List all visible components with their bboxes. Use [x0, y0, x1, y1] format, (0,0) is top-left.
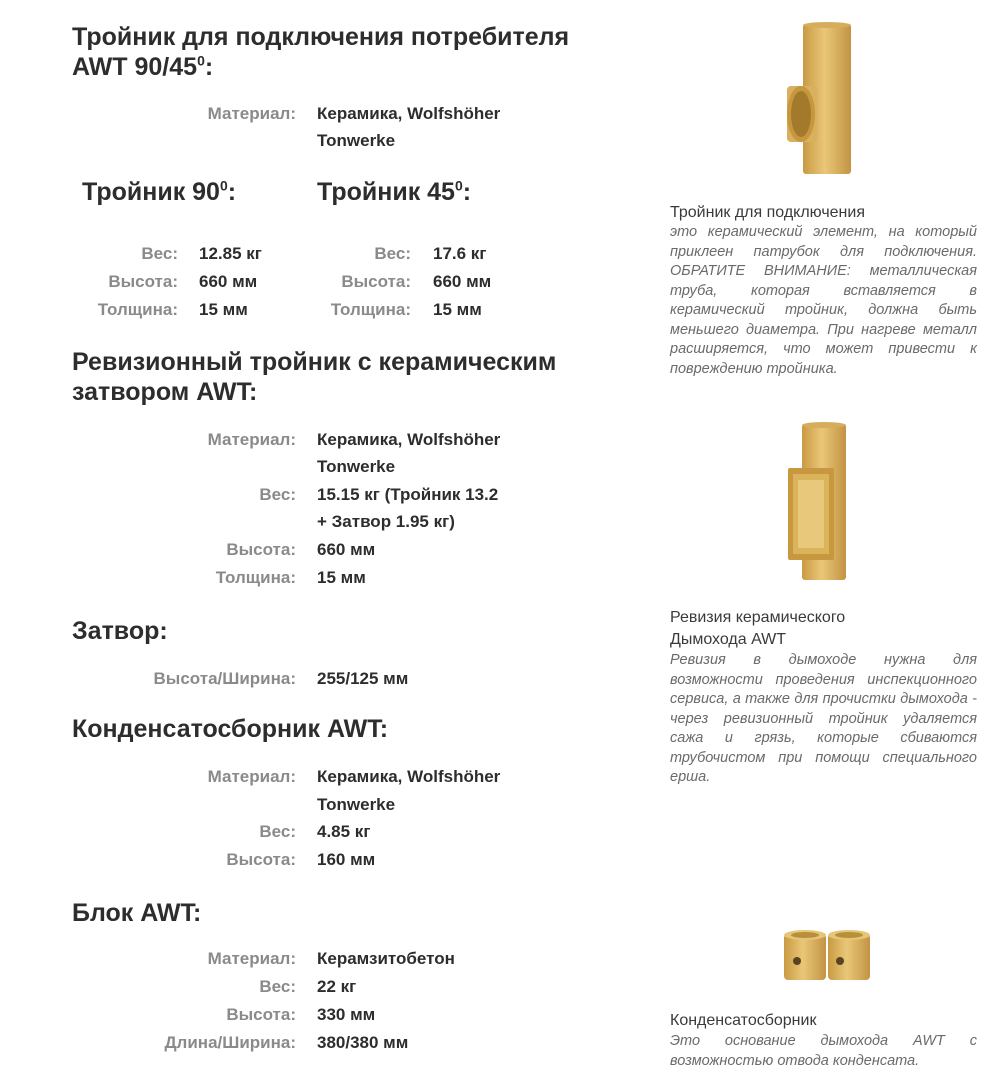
- revision-weight-line2: + Затвор 1.95 кг): [317, 512, 455, 531]
- block-size: 380/380 мм: [317, 1033, 409, 1052]
- tee90-thickness-label: Толщина:: [97, 300, 178, 319]
- tee45-title: Тройник $45^0$:: [317, 177, 472, 206]
- revision-thickness: 15 мм: [317, 568, 366, 587]
- revision-caption-title: [670, 607, 845, 651]
- revision-material-label: Материал:: [207, 430, 296, 449]
- revision-caption-text: Ревизия в дымоходе нужна для возможности проведения инспекционного сервиса, а также для прочистки дымохода - через ревизионный тройник удаляется сажа и грязь, которые сбиваются трубочистом при помощи специального ерша.: [670, 652, 977, 785]
- tee90-thickness: 15 мм: [199, 300, 248, 319]
- block-material: Керамзитобетон: [317, 949, 455, 968]
- revision-weight-line1: 15.15 кг (Тройник 13.2: [317, 485, 499, 504]
- gate-section-title: Затвор:: [72, 617, 168, 645]
- revision-section-title: [72, 347, 556, 407]
- tee45-weight-label: Вес:: [374, 244, 411, 263]
- condensate-caption-title: Конденсатосборник: [670, 1012, 817, 1029]
- tee90-weight-label: Вес:: [141, 244, 178, 263]
- tee45-weight: 17.6 кг: [433, 244, 487, 263]
- tee45-thickness-label: Толщина:: [330, 300, 411, 319]
- block-section-title: Блок AWT:: [72, 899, 202, 927]
- block-height: 330 мм: [317, 1005, 376, 1024]
- connection-tee-caption-text: это керамический элемент, на который приклеен патрубок для подключения. ОБРАТИТЕ ВНИМАНИЕ: металлическая труба, которая вставляется в керамический тройник, должна быть меньшего диаметра. При нагреве металл расширяется, что может привести к повреждению тройника.: [670, 224, 977, 377]
- condensate-section-title: Конденсатосборник AWT:: [72, 715, 389, 743]
- tee-material-label: Материал:: [207, 104, 296, 123]
- revision-material-line2: Tonwerke: [317, 457, 396, 476]
- revision-thickness-label: Толщина:: [215, 568, 296, 587]
- condensate-material-line2: Tonwerke: [317, 795, 396, 814]
- tee90-weight: 12.85 кг: [199, 244, 262, 263]
- block-weight: 22 кг: [317, 977, 357, 996]
- tee45-height-label: Высота:: [341, 272, 411, 291]
- tee90-height: 660 мм: [199, 272, 258, 291]
- tee45-height: 660 мм: [433, 272, 492, 291]
- tee-section-title: [72, 22, 569, 82]
- block-height-label: Высота:: [226, 1005, 296, 1024]
- condensate-collector-image: [780, 928, 875, 986]
- tee-title-line1: Тройник для подключения потребителя: [72, 23, 570, 51]
- condensate-caption-text: Это основание дымохода AWT с возможностью отвода конденсата.: [670, 1033, 977, 1069]
- block-size-label: Длина/Ширина:: [164, 1033, 296, 1052]
- revision-caption-title-line2: Дымохода AWT: [670, 631, 787, 648]
- revision-material-line1: Керамика, Wolfshöher: [317, 430, 501, 449]
- condensate-weight-label: Вес:: [259, 822, 296, 841]
- condensate-material-label: Материал:: [207, 767, 296, 786]
- block-weight-label: Вес:: [259, 977, 296, 996]
- connection-tee-image: [775, 22, 875, 177]
- revision-title-line1: Ревизионный тройник с керамическим: [72, 348, 557, 376]
- condensate-weight: 4.85 кг: [317, 822, 371, 841]
- tee90-title: Тройник $90^0$:: [82, 177, 237, 206]
- tee-title-line2: AWT $90/45^0$:: [72, 52, 214, 81]
- gate-size: 255/125 мм: [317, 669, 409, 688]
- revision-weight-label: Вес:: [259, 485, 296, 504]
- connection-tee-caption-title: Тройник для подключения: [670, 204, 865, 221]
- revision-caption-title-line1: Ревизия керамического: [670, 609, 846, 626]
- tee90-height-label: Высота:: [108, 272, 178, 291]
- condensate-material-line1: Керамика, Wolfshöher: [317, 767, 501, 786]
- tee-material-line1: Керамика, Wolfshöher: [317, 104, 501, 123]
- block-material-label: Материал:: [207, 949, 296, 968]
- tee45-thickness: 15 мм: [433, 300, 482, 319]
- revision-title-line2: затвором AWT:: [72, 378, 258, 406]
- revision-tee-image: [780, 422, 860, 582]
- condensate-height: 160 мм: [317, 850, 376, 869]
- revision-height-label: Высота:: [226, 540, 296, 559]
- tee-material-line2: Tonwerke: [317, 131, 396, 150]
- condensate-height-label: Высота:: [226, 850, 296, 869]
- revision-height: 660 мм: [317, 540, 376, 559]
- gate-size-label: Высота/Ширина:: [153, 669, 296, 688]
